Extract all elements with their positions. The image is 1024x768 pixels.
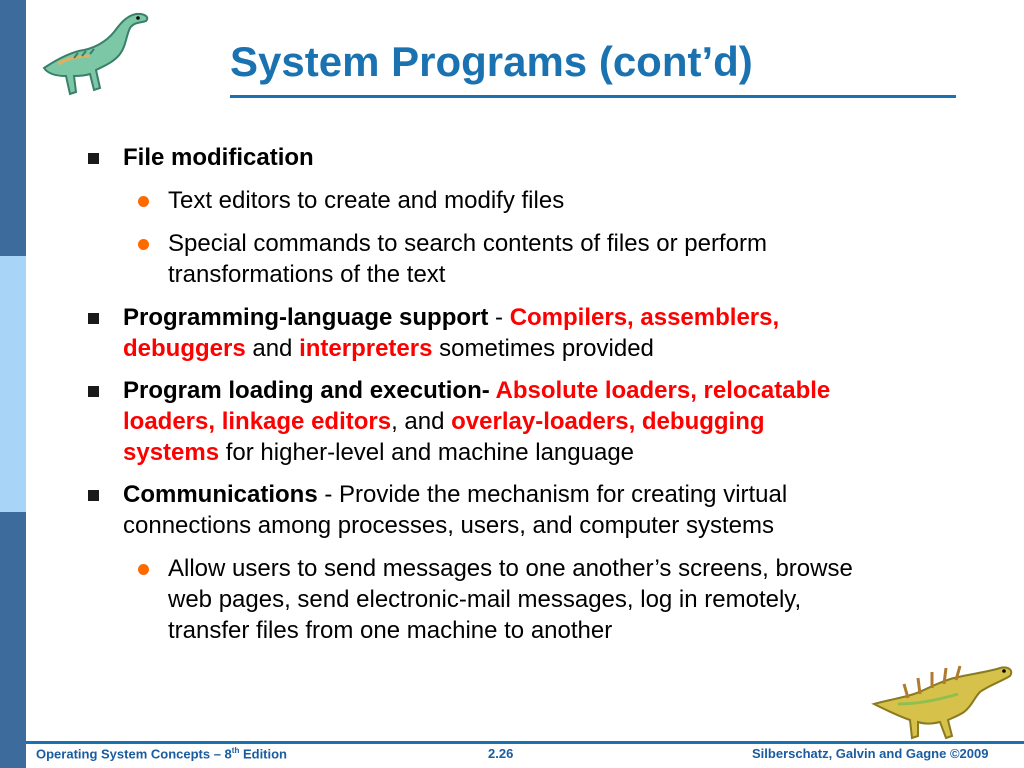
bullet-communications-line2: connections among processes, users, and computer systems bbox=[123, 512, 774, 539]
footer-authors: Silberschatz, Galvin and Gagne ©2009 bbox=[752, 746, 989, 761]
square-bullet-icon bbox=[88, 386, 99, 397]
sub-bullet-allow-users-line2: web pages, send electronic-mail messages, log in remotely, bbox=[168, 586, 802, 613]
square-bullet-icon bbox=[88, 490, 99, 501]
footer-page-number: 2.26 bbox=[488, 746, 514, 761]
highlight-systems: systems bbox=[123, 439, 220, 466]
sub-bullet-text-editors: Text editors to create and modify files bbox=[168, 187, 565, 214]
bullet-program-loading-line1 bbox=[123, 375, 830, 406]
dinosaur-logo-bottom-icon bbox=[868, 660, 1018, 740]
bullet-programming-support-line2 bbox=[123, 333, 654, 364]
dot-bullet-icon bbox=[138, 239, 149, 250]
sub-bullet-allow-users-line3: transfer files from one machine to another bbox=[168, 617, 613, 644]
text-sometimes-provided: sometimes provided bbox=[432, 335, 654, 362]
bullet-communications-line1 bbox=[123, 479, 787, 510]
page-title: System Programs (cont’d) bbox=[230, 38, 753, 85]
bullet-file-modification: File modification bbox=[123, 144, 314, 171]
text-and: and bbox=[245, 335, 300, 362]
bullet-programming-support-line1 bbox=[123, 302, 779, 333]
bullet-program-loading-line2 bbox=[123, 406, 765, 437]
text-and-2: , and bbox=[391, 408, 452, 435]
sub-bullet-special-commands-line2: transformations of the text bbox=[168, 261, 446, 288]
footer-book-title: Operating System Concepts – 8th Edition bbox=[36, 746, 288, 762]
highlight-debuggers: debuggers bbox=[123, 335, 246, 362]
term-program-loading: Program loading and execution- bbox=[123, 377, 490, 404]
dot-bullet-icon bbox=[138, 564, 149, 575]
highlight-overlay-loaders: overlay-loaders, debugging bbox=[451, 408, 765, 435]
term-programming-language-support: Programming-language support bbox=[123, 304, 489, 331]
term-communications: Communications bbox=[123, 481, 318, 508]
highlight-linkage-editors: loaders, linkage editors bbox=[123, 408, 392, 435]
bullet-program-loading-line3 bbox=[123, 437, 634, 468]
sub-bullet-allow-users-line1: Allow users to send messages to one another’s screens, browse bbox=[168, 555, 853, 582]
sub-bullet-special-commands-line1: Special commands to search contents of files or perform bbox=[168, 230, 767, 257]
footer-divider bbox=[26, 741, 1024, 744]
separator: - bbox=[488, 304, 510, 331]
highlight-absolute-loaders: Absolute loaders, relocatable bbox=[489, 377, 831, 404]
square-bullet-icon bbox=[88, 153, 99, 164]
square-bullet-icon bbox=[88, 313, 99, 324]
dot-bullet-icon bbox=[138, 196, 149, 207]
text-provide-mechanism: - Provide the mechanism for creating virtual bbox=[317, 481, 788, 508]
highlight-compilers: Compilers, assemblers, bbox=[509, 304, 780, 331]
text-higher-level: for higher-level and machine language bbox=[219, 439, 635, 466]
highlight-interpreters: interpreters bbox=[299, 335, 433, 362]
